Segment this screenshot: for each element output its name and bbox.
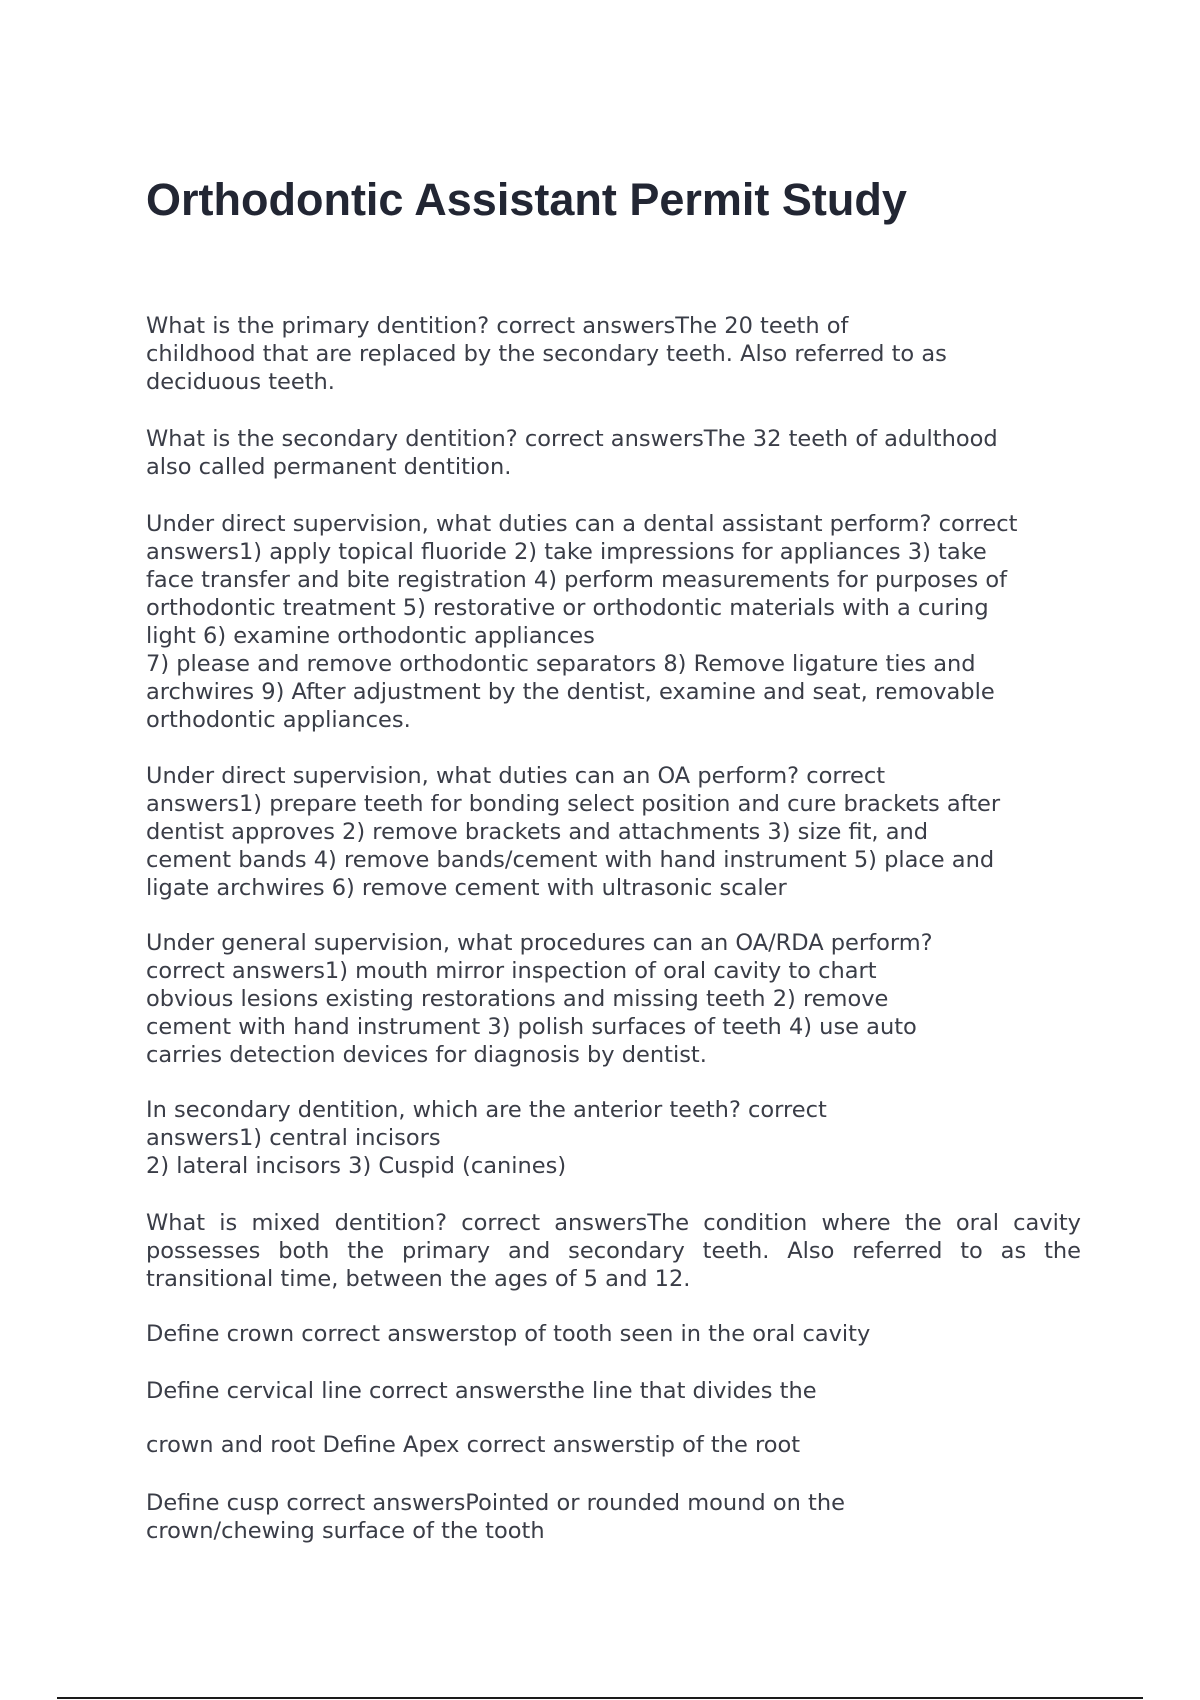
text-line: light 6) examine orthodontic appliances bbox=[146, 623, 595, 649]
text-line: Under general supervision, what procedures can an OA/RDA perform? bbox=[146, 930, 933, 956]
text-line: cement with hand instrument 3) polish surfaces of teeth 4) use auto bbox=[146, 1014, 917, 1040]
text-line: Define cervical line correct answersthe line that divides the bbox=[146, 1378, 817, 1404]
text-line: 7) please and remove orthodontic separators 8) Remove ligature ties and bbox=[146, 651, 976, 677]
qa-paragraph-anterior-teeth bbox=[146, 1096, 1081, 1180]
text-line: In secondary dentition, which are the anterior teeth? correct bbox=[146, 1097, 827, 1123]
text-line: crown and root Define Apex correct answerstip of the root bbox=[146, 1432, 801, 1458]
text-line: face transfer and bite registration 4) perform measurements for purposes of bbox=[146, 567, 1008, 593]
text-line: ligate archwires 6) remove cement with ultrasonic scaler bbox=[146, 875, 787, 901]
text-line: crown/chewing surface of the tooth bbox=[146, 1518, 545, 1544]
qa-paragraph-mixed-dentition bbox=[146, 1209, 1081, 1293]
text-line: 2) lateral incisors 3) Cuspid (canines) bbox=[146, 1153, 567, 1179]
text-line: Under direct supervision, what duties can an OA perform? correct bbox=[146, 763, 886, 789]
qa-paragraph-primary-dentition bbox=[146, 312, 1081, 396]
qa-paragraph-dental-assistant-duties bbox=[146, 510, 1081, 734]
text-line: Define crown correct answerstop of tooth seen in the oral cavity bbox=[146, 1321, 871, 1347]
text-line: transitional time, between the ages of 5 and 12. bbox=[146, 1266, 691, 1292]
text-line: obvious lesions existing restorations and missing teeth 2) remove bbox=[146, 986, 889, 1012]
text-line: orthodontic appliances. bbox=[146, 707, 411, 733]
qa-paragraph-secondary-dentition bbox=[146, 425, 1081, 481]
text-line: archwires 9) After adjustment by the dentist, examine and seat, removable bbox=[146, 679, 995, 705]
text-line: carries detection devices for diagnosis by dentist. bbox=[146, 1042, 707, 1068]
qa-paragraph-define-cusp bbox=[146, 1489, 1081, 1545]
text-line: Define cusp correct answersPointed or rounded mound on the bbox=[146, 1490, 845, 1516]
text-line: deciduous teeth. bbox=[146, 369, 335, 395]
text-line: answers1) prepare teeth for bonding select position and cure brackets after bbox=[146, 791, 1001, 817]
qa-paragraph-define-apex bbox=[146, 1431, 1081, 1459]
qa-paragraph-define-cervical-line bbox=[146, 1377, 1081, 1405]
qa-paragraph-general-supervision bbox=[146, 929, 1081, 1069]
qa-paragraph-oa-duties bbox=[146, 762, 1081, 902]
page-bottom-rule bbox=[57, 1697, 1143, 1699]
text-line: answers1) apply topical fluoride 2) take impressions for appliances 3) take bbox=[146, 539, 987, 565]
text-line: dentist approves 2) remove brackets and attachments 3) size fit, and bbox=[146, 819, 929, 845]
text-line: childhood that are replaced by the secondary teeth. Also referred to as bbox=[146, 341, 947, 367]
text-line: also called permanent dentition. bbox=[146, 454, 512, 480]
text-line: possesses both the primary and secondary teeth. Also referred to as the bbox=[146, 1238, 1081, 1264]
text-line: correct answers1) mouth mirror inspection of oral cavity to chart bbox=[146, 958, 877, 984]
document-title: Orthodontic Assistant Permit Study bbox=[146, 174, 907, 225]
text-line: orthodontic treatment 5) restorative or orthodontic materials with a curing bbox=[146, 595, 989, 621]
text-line: cement bands 4) remove bands/cement with hand instrument 5) place and bbox=[146, 847, 995, 873]
text-line: answers1) central incisors bbox=[146, 1125, 441, 1151]
qa-paragraph-define-crown bbox=[146, 1320, 1081, 1348]
text-line: What is mixed dentition? correct answersThe condition where the oral cavity bbox=[146, 1210, 1081, 1236]
text-line: What is the primary dentition? correct answersThe 20 teeth of bbox=[146, 313, 849, 339]
text-line: What is the secondary dentition? correct answersThe 32 teeth of adulthood bbox=[146, 426, 998, 452]
text-line: Under direct supervision, what duties can a dental assistant perform? correct bbox=[146, 511, 1018, 537]
